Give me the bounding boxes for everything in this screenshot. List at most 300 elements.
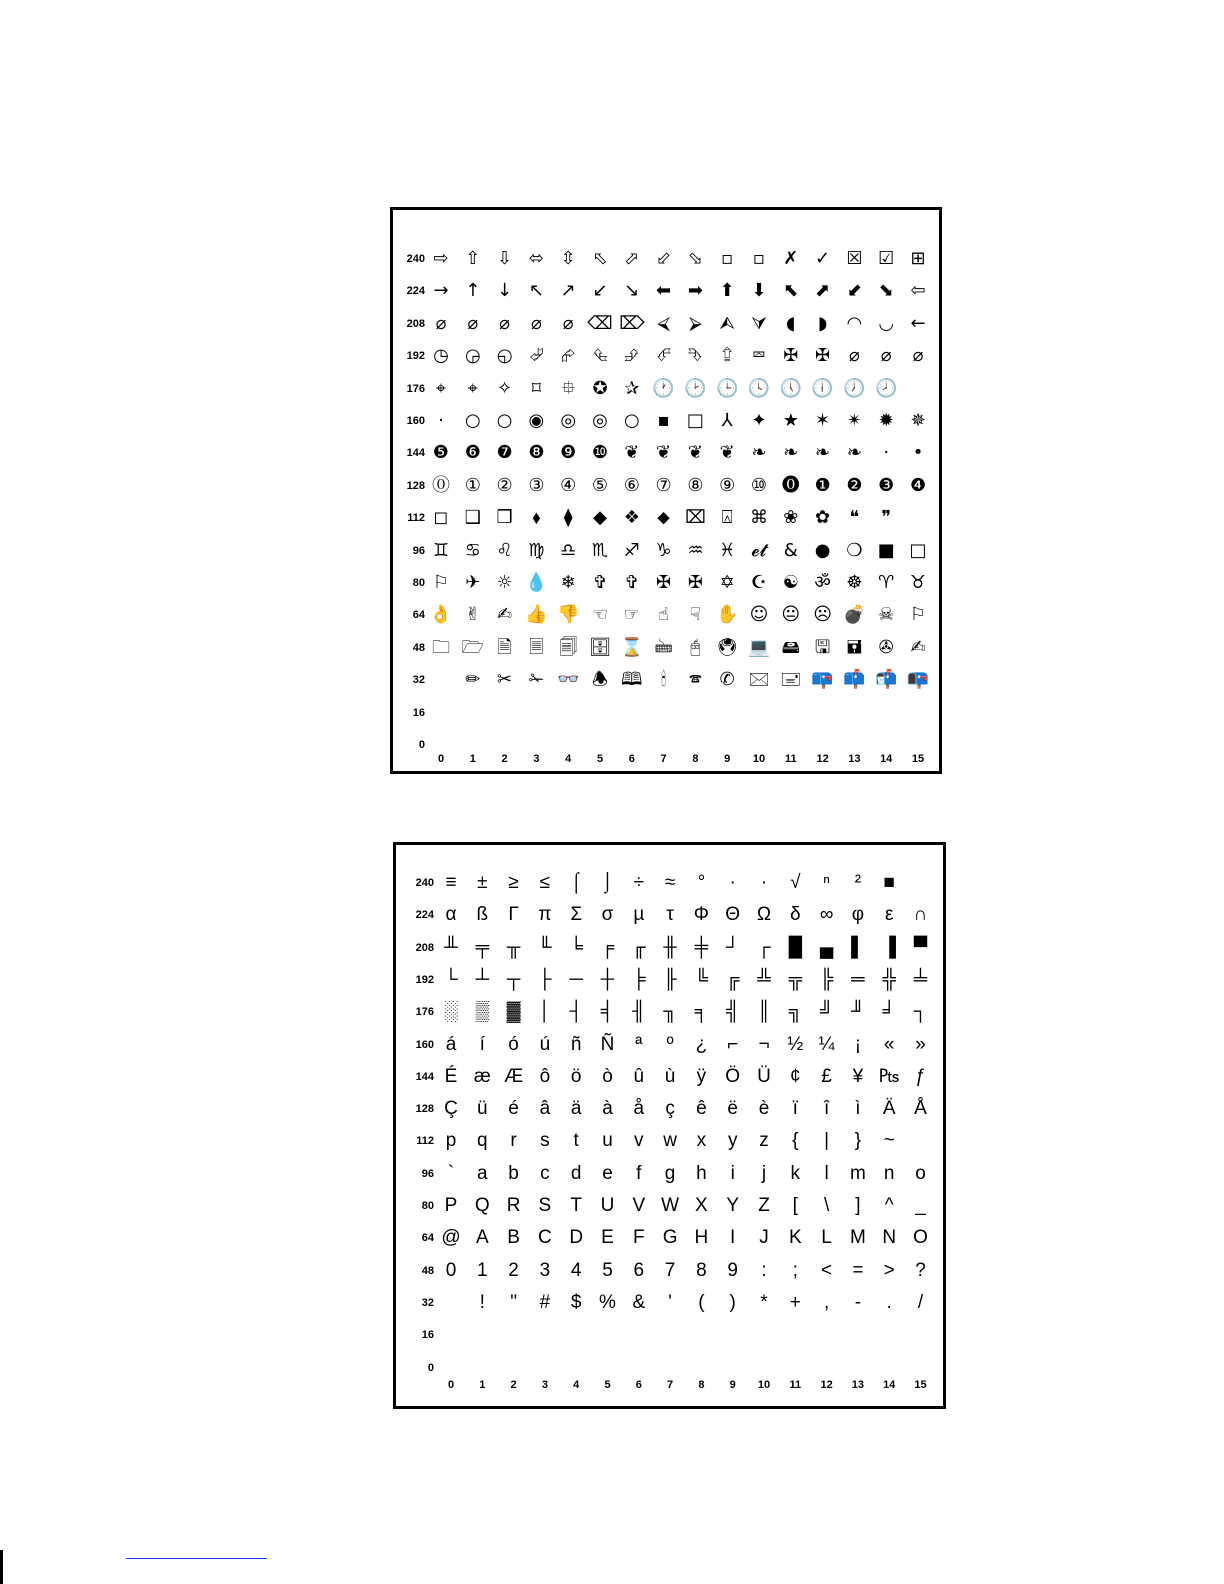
character-glyph: î [823, 1098, 830, 1120]
character-glyph: ╘ [569, 936, 583, 958]
character-glyph: ◶ [464, 345, 481, 367]
character-glyph: * [760, 1291, 768, 1313]
character-glyph: 👓 [556, 669, 580, 691]
character-glyph: ◵ [496, 345, 513, 367]
character-glyph: ⌀ [499, 312, 511, 334]
character-glyph: ú [539, 1033, 551, 1055]
character-glyph: j [761, 1162, 767, 1184]
character-glyph: ◖ [786, 312, 796, 334]
character-glyph: ☼ [496, 572, 513, 593]
character-glyph: ❍ [846, 539, 863, 561]
character-glyph: ⑥ [623, 474, 640, 496]
character-glyph: Å [914, 1098, 927, 1120]
row-code-label: 192 [406, 350, 425, 363]
character-glyph: ✠ [656, 572, 672, 593]
row-code-label: 192 [415, 973, 434, 986]
character-glyph: ❝ [849, 507, 860, 529]
character-glyph: i [730, 1162, 735, 1184]
character-glyph: k [790, 1162, 801, 1184]
character-glyph: ╙ [538, 936, 552, 958]
character-glyph: ▀ [913, 936, 928, 958]
character-glyph: ÿ [696, 1065, 707, 1087]
character-glyph: ª [635, 1033, 643, 1055]
character-glyph: C [538, 1227, 552, 1249]
character-glyph: ❧ [815, 442, 831, 464]
character-glyph: ⌀ [848, 345, 860, 367]
column-code-label: 3 [533, 753, 540, 765]
character-glyph: ö [570, 1065, 582, 1087]
column-code-label: 5 [604, 1379, 611, 1391]
character-glyph: ╣ [725, 1001, 740, 1023]
row-code-label: 80 [421, 1200, 434, 1212]
character-glyph: ♏ [591, 539, 609, 561]
character-glyph: ~ [883, 1130, 895, 1152]
character-glyph: ] [855, 1195, 861, 1216]
character-glyph: ⌀ [912, 345, 924, 367]
character-glyph: o [915, 1162, 926, 1184]
character-glyph: ✴ [846, 410, 862, 431]
column-code-label: 8 [698, 1379, 705, 1391]
character-glyph: ⯐ [561, 377, 575, 399]
column-code-label: 4 [565, 753, 572, 765]
column-code-label: 11 [784, 753, 797, 765]
character-glyph: ╚ [694, 968, 709, 990]
character-glyph: Σ [570, 904, 583, 926]
character-glyph: ○ [496, 410, 513, 431]
column-code-label: 12 [820, 1379, 833, 1391]
column-code-label: 1 [479, 1379, 486, 1391]
character-glyph: 🕮 [621, 669, 643, 691]
character-glyph: ⇳ [560, 248, 576, 269]
character-glyph: 🖲 [715, 636, 739, 658]
character-glyph: ♍ [528, 539, 545, 561]
character-glyph: ✂ [497, 669, 513, 691]
character-glyph: ⇦ [910, 280, 926, 302]
character-glyph: ≡ [445, 872, 457, 893]
character-glyph: ¬ [758, 1033, 770, 1055]
character-glyph: ▌ [851, 936, 865, 958]
character-glyph: ? [915, 1259, 926, 1281]
character-glyph: 🕗 [874, 377, 898, 399]
character-glyph: 📭 [906, 669, 930, 691]
character-glyph: ñ [570, 1033, 582, 1055]
character-glyph: ✧ [497, 377, 513, 399]
row-code-label: 80 [412, 577, 425, 589]
character-glyph: w [663, 1130, 677, 1152]
character-glyph: 5 [602, 1259, 613, 1281]
character-glyph: ❹ [909, 474, 927, 496]
character-glyph: 🗏 [529, 636, 544, 658]
row-code-label: 16 [412, 706, 425, 719]
character-glyph: 9 [727, 1259, 738, 1281]
character-glyph: M [849, 1227, 866, 1249]
row-code-label: 224 [406, 285, 425, 298]
character-glyph: Ü [757, 1065, 771, 1087]
character-glyph: Θ [725, 904, 741, 926]
character-glyph: ╜ [851, 1001, 865, 1023]
row-code-label: 240 [406, 253, 425, 265]
character-glyph: ì [855, 1098, 861, 1120]
character-glyph: ● [814, 539, 831, 561]
character-glyph: Æ [504, 1065, 524, 1087]
character-glyph: Q [474, 1195, 490, 1216]
character-glyph: 1 [477, 1259, 488, 1281]
character-glyph: Z [758, 1195, 770, 1216]
character-glyph: ≤ [539, 872, 551, 893]
character-glyph: ○ [464, 410, 481, 431]
character-glyph: ⇨ [433, 248, 449, 269]
character-glyph: ⬊ [878, 280, 894, 302]
character-glyph: ❿ [591, 442, 609, 464]
character-glyph: ◡ [878, 312, 895, 334]
character-glyph: ┘ [725, 936, 740, 958]
character-glyph: ❻ [464, 442, 481, 464]
character-glyph: µ [633, 904, 645, 926]
column-code-label: 13 [848, 753, 861, 765]
character-glyph: ¢ [790, 1065, 801, 1087]
character-glyph: 🕕 [811, 377, 834, 399]
character-glyph: ↗ [560, 280, 576, 302]
character-glyph: ¿ [695, 1033, 708, 1055]
character-glyph: ⑧ [687, 474, 704, 496]
character-glyph: ⓪ [432, 474, 450, 496]
character-glyph: & [783, 539, 798, 561]
character-glyph: ; [792, 1259, 798, 1281]
character-glyph: ✠ [783, 345, 799, 367]
character-glyph: f [636, 1162, 642, 1184]
character-glyph: ✁ [528, 669, 544, 691]
character-glyph: ➡ [687, 280, 703, 302]
character-glyph: ⮛ [751, 312, 767, 334]
wingdings-character-table [390, 207, 942, 774]
character-glyph: ③ [528, 474, 545, 496]
character-glyph: ² [854, 872, 862, 893]
character-glyph: ô [539, 1065, 551, 1087]
character-glyph: % [599, 1291, 616, 1313]
character-glyph: ë [727, 1098, 738, 1120]
character-glyph: ` [447, 1162, 455, 1184]
character-glyph: ⌧ [685, 507, 706, 529]
character-glyph: ❾ [560, 442, 577, 464]
column-code-label: 4 [573, 1379, 580, 1391]
row-code-label: 176 [415, 1006, 434, 1019]
row-code-label: 96 [412, 544, 425, 557]
character-glyph: ❺ [432, 442, 450, 464]
character-glyph: ← [910, 312, 926, 334]
column-code-label: 0 [437, 753, 445, 765]
character-glyph: ✞ [624, 572, 640, 593]
character-glyph: 🕿 [688, 669, 702, 691]
character-glyph: ¡ [854, 1033, 862, 1055]
character-glyph: : [761, 1259, 767, 1281]
character-glyph: ▐ [882, 936, 896, 958]
character-glyph: █ [788, 936, 803, 958]
character-glyph: û [633, 1065, 645, 1087]
character-glyph: 🖴 [781, 636, 800, 658]
character-glyph: ♉ [909, 572, 927, 593]
character-glyph: 🕔 [779, 377, 802, 399]
character-glyph: ☸ [846, 572, 863, 593]
character-glyph: n [883, 1162, 895, 1184]
character-glyph: J [759, 1227, 769, 1249]
character-glyph: ⌀ [435, 312, 447, 334]
column-code-label: 11 [789, 1379, 802, 1391]
character-glyph: ⬃ [656, 248, 672, 269]
character-glyph: ✈ [465, 572, 481, 593]
row-code-label: 128 [415, 1103, 434, 1116]
character-glyph: ☪ [750, 572, 768, 593]
character-glyph: ✪ [592, 377, 608, 399]
character-glyph: ① [464, 474, 481, 496]
character-glyph: 🖬 [846, 636, 863, 658]
character-glyph: ╞ [632, 968, 646, 990]
character-glyph: ⌫ [587, 312, 613, 334]
character-glyph: ↖ [528, 280, 544, 302]
character-glyph: ¼ [818, 1033, 835, 1055]
character-glyph: ↓ [497, 280, 513, 302]
character-glyph: s [540, 1130, 550, 1152]
character-glyph: 👌 [429, 604, 453, 626]
character-glyph: ❄ [560, 572, 576, 593]
character-glyph: ╖ [663, 1001, 677, 1023]
character-glyph: # [539, 1291, 551, 1313]
column-code-label: 3 [541, 1379, 548, 1391]
character-glyph: ↑ [465, 280, 481, 302]
column-code-label: 2 [501, 753, 508, 765]
character-glyph: ò [602, 1065, 613, 1087]
character-glyph: ⮶ [656, 345, 671, 367]
character-glyph: á [445, 1033, 457, 1055]
character-glyph: y [727, 1130, 738, 1152]
character-glyph: ✋ [715, 604, 739, 626]
character-glyph: ß [476, 904, 489, 926]
column-code-label: 0 [447, 1379, 455, 1391]
column-code-label: 7 [660, 753, 667, 765]
character-glyph: ê [696, 1098, 707, 1120]
character-glyph: Ä [882, 1098, 896, 1120]
character-glyph: ▪ [657, 410, 670, 431]
character-glyph: 🗐 [559, 636, 578, 658]
character-glyph: Φ [693, 904, 709, 926]
character-glyph: ⌖ [467, 377, 478, 399]
character-glyph: 🕐 [652, 377, 675, 399]
character-glyph: ▫ [752, 248, 766, 269]
character-glyph: ❷ [846, 474, 863, 496]
character-glyph: ╔ [725, 968, 740, 990]
character-glyph: V [632, 1195, 646, 1216]
character-glyph: ╕ [694, 1001, 709, 1023]
character-glyph: ✌ [465, 604, 481, 626]
character-glyph: ⌀ [880, 345, 892, 367]
character-glyph: D [569, 1227, 584, 1249]
character-glyph: ┬ [506, 968, 521, 990]
character-glyph: · [883, 442, 890, 464]
character-glyph: ⮵ [624, 345, 639, 367]
row-code-label: 32 [421, 1296, 434, 1309]
character-glyph: É [444, 1065, 458, 1087]
character-glyph: ☑ [878, 248, 895, 269]
character-glyph: • [912, 442, 924, 464]
character-glyph: ⑨ [719, 474, 736, 496]
character-glyph: ⑩ [750, 474, 768, 496]
character-glyph: ÷ [633, 872, 645, 893]
character-glyph: ⌖ [435, 377, 447, 399]
row-code-label: 48 [421, 1264, 434, 1277]
character-glyph: 📪 [811, 669, 834, 691]
character-glyph: ⇩ [497, 248, 513, 269]
character-glyph: Ñ [600, 1033, 615, 1055]
character-glyph: ■ [883, 872, 895, 893]
character-glyph: δ [790, 904, 801, 926]
character-glyph: 0 [445, 1259, 457, 1281]
character-glyph: ⌐ [727, 1033, 739, 1055]
character-glyph: G [662, 1227, 678, 1249]
character-glyph: ▫ [721, 248, 734, 269]
character-glyph: ) [729, 1291, 736, 1313]
character-glyph: 💣 [843, 604, 866, 626]
character-glyph: ✦ [751, 410, 767, 431]
character-glyph: ⬧ [532, 507, 541, 529]
character-glyph: ░ [444, 1001, 458, 1023]
character-glyph: ↙ [592, 280, 608, 302]
row-code-label: 144 [415, 1070, 434, 1083]
character-glyph: ▒ [475, 1001, 490, 1023]
character-glyph: √ [790, 872, 801, 893]
character-glyph: ✰ [624, 377, 640, 399]
column-code-label: 8 [692, 753, 699, 765]
character-glyph: ⁿ [823, 872, 831, 893]
character-glyph: â [539, 1098, 551, 1120]
character-glyph: ✏ [465, 669, 481, 691]
character-glyph: ☹ [813, 604, 832, 626]
character-glyph: ❖ [623, 507, 640, 529]
character-glyph: 🕖 [843, 377, 866, 399]
character-glyph: ④ [560, 474, 577, 496]
character-glyph: í [479, 1033, 485, 1055]
character-glyph: 🖫 [814, 636, 831, 658]
character-glyph: ☝ [658, 604, 670, 626]
character-glyph: ° [697, 872, 706, 893]
character-glyph: 🕯 [661, 669, 667, 691]
character-glyph: ⌛ [620, 636, 643, 658]
character-glyph: ^ [884, 1195, 894, 1216]
character-glyph: å [633, 1098, 645, 1120]
row-code-label: 176 [406, 382, 425, 395]
character-glyph: ❒ [496, 507, 513, 529]
character-glyph: ⊞ [910, 248, 926, 269]
character-glyph: ╬ [882, 968, 896, 990]
character-glyph: 📬 [874, 669, 898, 691]
character-glyph: ☠ [878, 604, 895, 626]
character-glyph: Y [726, 1195, 740, 1216]
character-glyph: ❑ [464, 507, 481, 529]
row-code-label: 0 [418, 739, 425, 751]
character-glyph: N [882, 1227, 897, 1249]
character-glyph: · [729, 872, 736, 893]
character-glyph: ╛ [882, 1001, 896, 1023]
character-glyph: ⮴ [592, 345, 608, 367]
character-glyph: ✆ [719, 669, 735, 691]
character-glyph: ╠ [819, 968, 834, 990]
character-glyph: ⮚ [689, 312, 702, 334]
character-glyph: ✠ [687, 572, 703, 593]
character-glyph: u [602, 1130, 613, 1152]
character-glyph: ⮸ [721, 345, 733, 367]
character-glyph: ✍ [910, 636, 926, 658]
character-glyph: ü [477, 1098, 488, 1120]
character-glyph: ❦ [719, 442, 735, 464]
character-glyph: ❞ [881, 507, 892, 529]
character-glyph: + [789, 1291, 801, 1313]
character-glyph: ⮙ [719, 312, 735, 334]
character-glyph: O [913, 1227, 928, 1249]
character-glyph: ⌀ [530, 312, 542, 334]
character-glyph: ▓ [506, 1001, 521, 1023]
character-glyph: 😐 [781, 604, 801, 626]
character-glyph: 📫 [843, 669, 866, 691]
row-code-label: 32 [412, 674, 425, 687]
character-glyph: ⇧ [465, 248, 481, 269]
character-glyph: ╗ [788, 1001, 803, 1023]
column-code-label: 9 [724, 753, 731, 765]
character-glyph: Ö [725, 1065, 741, 1087]
character-glyph: 🗁 [461, 636, 484, 658]
character-glyph: │ [538, 1001, 551, 1023]
character-glyph: à [602, 1098, 613, 1120]
column-code-label: 15 [914, 1379, 927, 1391]
character-glyph: Ω [756, 904, 772, 926]
character-glyph: τ [666, 904, 674, 926]
character-glyph: ♑ [655, 539, 672, 561]
character-glyph: b [508, 1162, 519, 1184]
character-glyph: ┴ [475, 968, 490, 990]
character-glyph: r [510, 1130, 517, 1152]
character-glyph: 🕓 [747, 377, 771, 399]
row-code-label: 112 [407, 512, 425, 525]
character-glyph: ∞ [819, 904, 834, 926]
column-code-label: 1 [469, 753, 476, 765]
character-glyph: é [508, 1098, 519, 1120]
character-glyph: ⑦ [655, 474, 672, 496]
character-glyph: 7 [664, 1259, 676, 1281]
character-glyph: ⌘ [750, 507, 768, 529]
row-code-label: 128 [406, 479, 425, 492]
row-code-label: 48 [412, 641, 425, 654]
character-glyph: £ [821, 1065, 832, 1087]
character-glyph: ♈ [878, 572, 895, 593]
character-glyph: | [824, 1130, 830, 1152]
character-glyph: ◠ [846, 312, 863, 334]
character-glyph: - [854, 1291, 862, 1313]
column-code-label: 10 [757, 1379, 771, 1391]
character-glyph: W [661, 1195, 680, 1216]
character-glyph: g [664, 1162, 676, 1184]
character-glyph: » [915, 1033, 926, 1055]
character-glyph: 🕒 [715, 377, 739, 399]
character-glyph: x [696, 1130, 707, 1152]
row-code-label: 208 [415, 941, 434, 954]
character-glyph: · [760, 872, 768, 893]
character-glyph: H [694, 1227, 709, 1249]
column-code-label: 13 [851, 1379, 865, 1391]
row-code-label: 240 [415, 877, 434, 889]
character-glyph: ☯ [782, 572, 799, 593]
character-glyph: 🗀 [432, 636, 450, 658]
character-glyph: ù [664, 1065, 676, 1087]
character-glyph: d [570, 1162, 582, 1184]
character-glyph: X [695, 1195, 708, 1216]
character-glyph: 👎 [556, 604, 580, 626]
